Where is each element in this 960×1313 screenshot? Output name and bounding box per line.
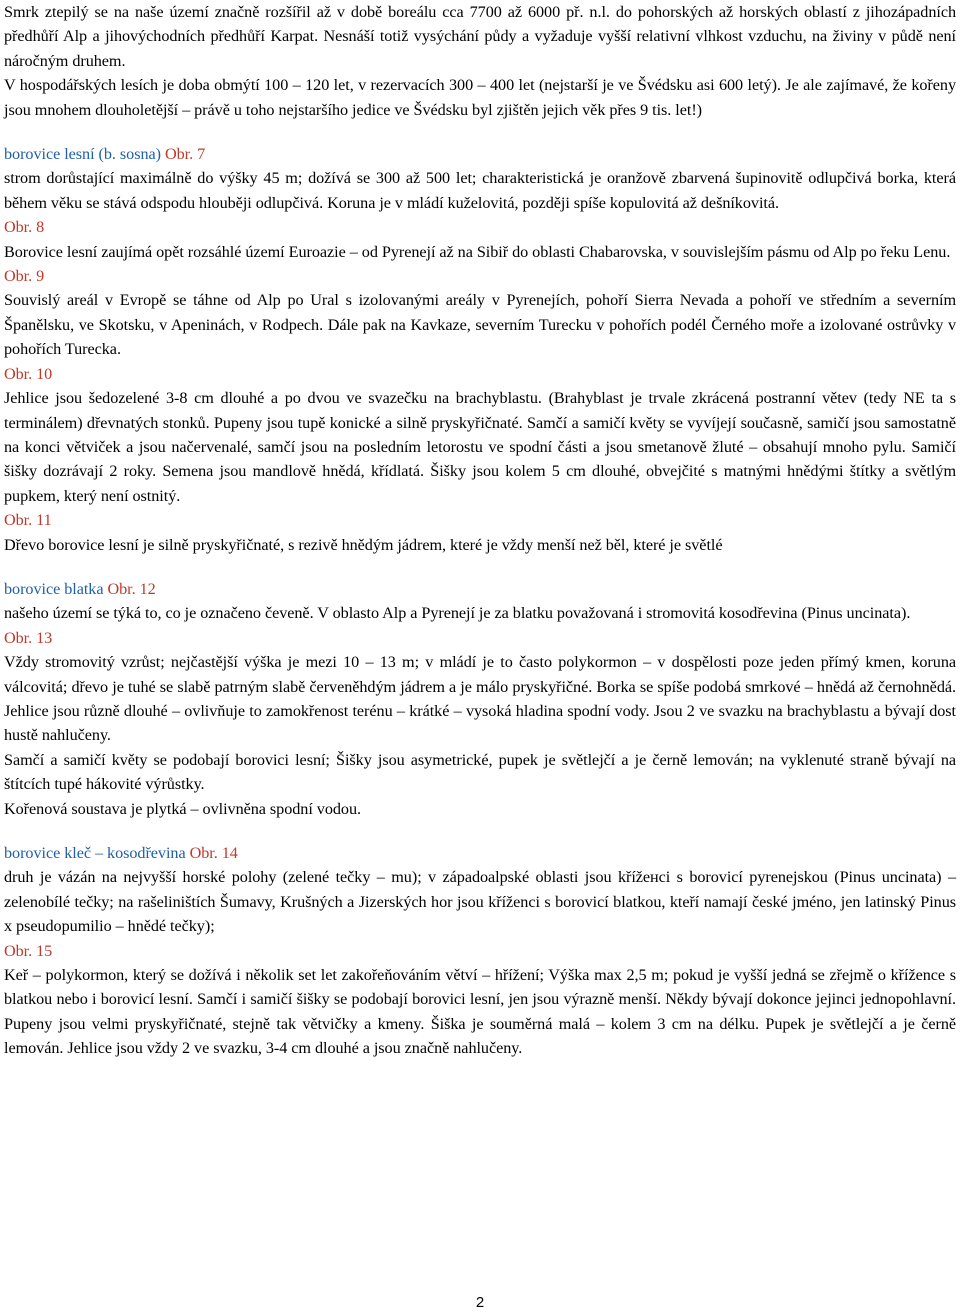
page-number: 2 xyxy=(475,1294,485,1311)
paragraph: našeho území se týká to, co je označeno čeveně. V oblasto Alp a Pyrenejí je za blatku považovaná i stromovitá kosodřevina (Pinus uncinata). xyxy=(4,604,911,623)
figure-ref: Obr. 7 xyxy=(165,145,206,164)
intro-paragraph-1: Smrk ztepilý se na naše území značně rozšířil až v době boreálu cca 7700 až 6000 př. n.l. do pohorských až horských oblastí z jihozápadních předhůří Alp a jihovýchodních předhůří Karpat. Nesnáší totiž vysýchání půdy a vyžaduje vyšší relativní vlhkost vzduchu, na živiny v půdě není náročným druhem. xyxy=(4,3,956,70)
paragraph: druh je vázán na nejvyšší horské polohy (zelené tečky – mu); v západoalpské oblasti jsou křížенci s borovicí pyrenejskou (Pinus uncinata) – zelenobílé tečky; na rašeliništích Šumavy, Krušných a Jizerských hor jsou kříženci s borovicí blatkou, kteří namají české jméno, jen latinský Pinus x pseudopumilio – hnědé tečky); xyxy=(4,868,956,936)
figure-ref: Obr. 8 xyxy=(4,218,45,237)
species-name: borovice kleč – kosodřevina xyxy=(4,844,186,862)
paragraph: Borovice lesní zaujímá opět rozsáhlé území Euroazie – od Pyrenejí až na Sibiř do oblasti Chabarovska, v souvislejším pásmu od Alp po řeku Lenu. xyxy=(4,242,951,261)
paragraph: Jehlice jsou šedozelené 3-8 cm dlouhé a po dvou ve svazečku na brachyblastu. (Brahyblast je trvale zkrácená postranní větev (tedy NE ta s terminálem) dřevnatých stonků. Pupeny jsou tupě konické a silně pryskyřičnaté. Samčí a samičí květy se vyvíjejí současně, samičí jsou samostatně na konci větviček a jsou načervenalé, samčí jsou na posledním letorostu ve spodní části a jsou smetanově žluté – obsahují mnoho pylu. Samičí šišky dozrávají 2 roky. Semena jsou mandlově hnědá, křídlatá. Šišky jsou kolem 5 cm dlouhé, obvejčité s matnými hnědými štítky a světlým pupkem, který není ostnitý. xyxy=(4,389,956,505)
figure-ref: Obr. 12 xyxy=(107,579,156,598)
paragraph: Kořenová soustava je plytká – ovlivněna spodní vodou. xyxy=(4,799,362,818)
section-gap xyxy=(4,557,956,577)
section-gap xyxy=(4,122,956,142)
figure-ref: Obr. 11 xyxy=(4,511,52,530)
section-gap xyxy=(4,821,956,841)
figure-ref: Obr. 15 xyxy=(4,941,53,960)
section-heading-borovice-lesni xyxy=(4,142,956,166)
section-heading-borovice-blatka xyxy=(4,577,956,601)
figure-ref: Obr. 13 xyxy=(4,628,53,647)
paragraph: Samčí a samičí květy se podobají borovici lesní; Šišky jsou asymetrické, pupek je světlejčí a je černě lemován; na vyklenuté straně bývají na štítcích tupé hákovité výrůstky. xyxy=(4,750,956,794)
figure-ref: Obr. 14 xyxy=(189,844,238,862)
section-heading-borovice-klec xyxy=(4,841,956,865)
paragraph: Dřevo borovice lesní je silně pryskyřičnaté, s rezivě hnědým jádrem, které je vždy menší než běl, které je světlé xyxy=(4,535,723,554)
document-page xyxy=(4,0,956,1061)
paragraph: Keř – polykormon, který se dožívá i několik set let zakořeňováním větví – hřížení; Výška max 2,5 m; pokud je vyšší jedná se zřejmě o křížence s blatkou nebo i borovicí lesní. Samčí i samičí šišky se podobají borovici lesní, jen jsou výrazně menší. Někdy bývají dokonce jejinci jednopohlavní. Pupeny jsou velmi pryskyřičnaté, stejně tak větvičky a kmeny. Šiška je souměrná malá – kolem 3 cm na délku. Pupek je světlejčí a je černě lemován. Jehlice jsou vždy 2 ve svazku, 3-4 cm dlouhé a jsou značně nahlučeny. xyxy=(4,966,956,1058)
species-name: borovice lesní (b. sosna) xyxy=(4,145,161,164)
figure-ref: Obr. 10 xyxy=(4,364,53,383)
intro-paragraph-2: V hospodářských lesích je doba obmýtí 100 – 120 let, v rezervacích 300 – 400 let (nejstarší je ve Švédsku asi 600 letý). Je ale zajímavé, že kořeny jsou mnohem dlouholetější – právě u toho nejstaršího jedice ve Švédsku byl zjištěn jejich věk přes 9 tis. let!) xyxy=(4,76,956,119)
species-name: borovice blatka xyxy=(4,579,104,598)
paragraph: Vždy stromovitý vzrůst; nejčastější výška je mezi 10 – 13 m; v mládí je to často polykormon – v dospělosti poze jeden přímý kmen, koruna válcovitá; dřevo je tuhé se slabě patrným slabě červeněhdým jádrem a je málo pryskyřičné. Borka se spíše podobá smrkové – hnědá až černohnědá. Jehlice jsou různě dlouhé – ovlivňuje to zamokřenost terénu – krátké – vysoká hladina spodní vody. Jsou 2 ve svazku na brachyblastu a bývají dost hustě nahlučeny. xyxy=(4,653,956,745)
paragraph: strom dorůstající maximálně do výšky 45 m; dožívá se 300 až 500 let; charakteristická je oranžově zbarvená šupinovitě odlupčivá borka, která během věku se stává odspodu hlouběji odlupčivá. Koruna je v mládí kuželovitá, později spíše kopulovitá až dešníkovitá. xyxy=(4,169,956,212)
paragraph: Souvislý areál v Evropě se táhne od Alp po Ural s izolovanými areály v Pyrenejích, pohoří Sierra Nevada a pohoří ve středním a severním Španělsku, ve Skotsku, v Apeninách, v Rodpech. Dále pak na Kavkaze, severním Turecku v pohořích podél Černého moře a izolované ostrůvky v pohořích Turecka. xyxy=(4,291,956,359)
figure-ref: Obr. 9 xyxy=(4,267,45,286)
